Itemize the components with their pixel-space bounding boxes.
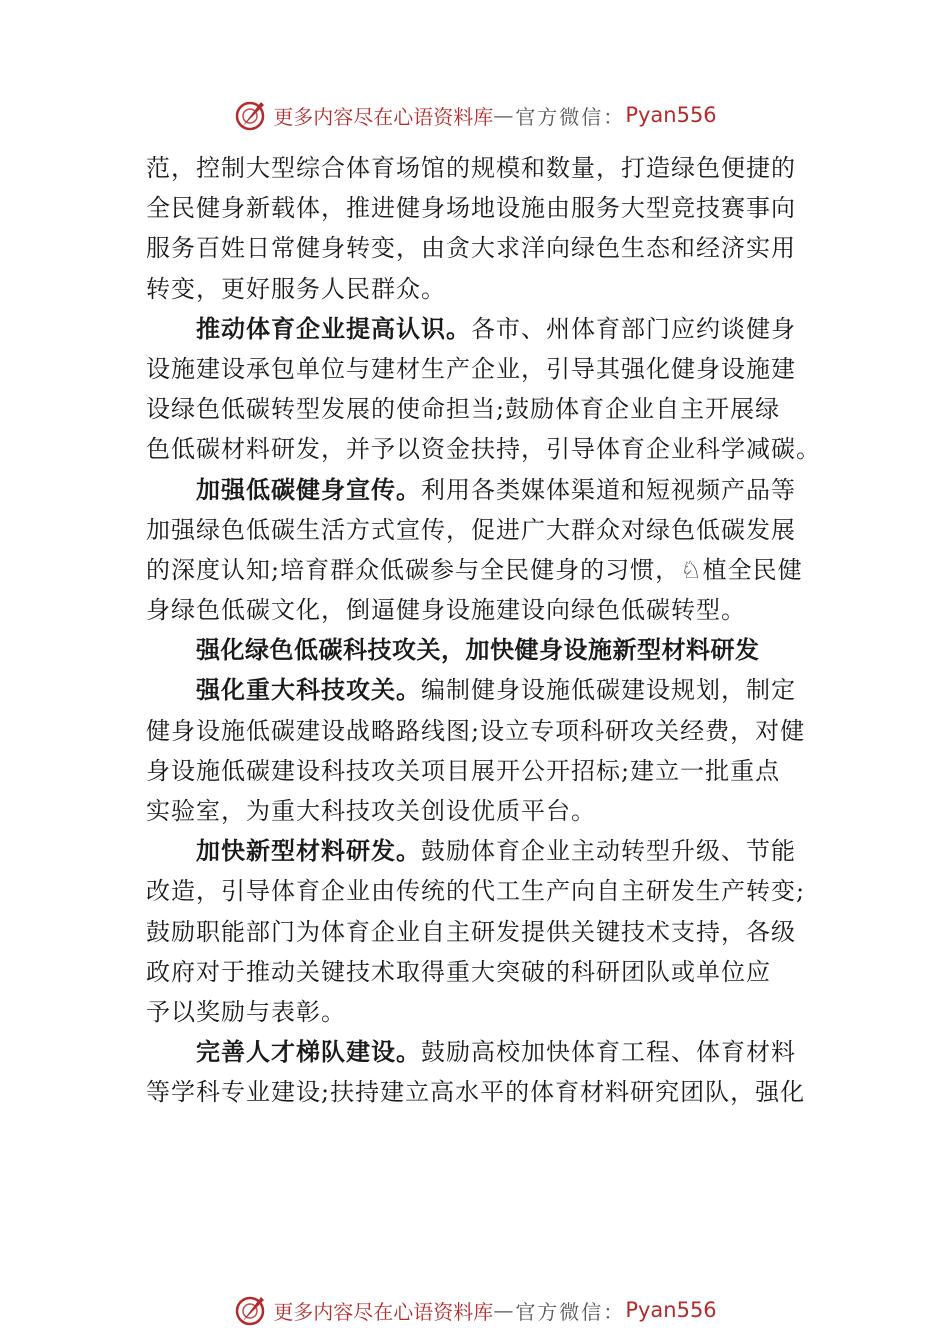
paragraph-text: 利用各类媒体渠道和短视频产品等 [421, 475, 796, 504]
document-body [146, 148, 826, 1113]
footer-watermark [0, 1290, 950, 1330]
watermark-main-text: 更多内容尽在心语资料库 [273, 1299, 494, 1324]
paragraph-text: 鼓励体育企业主动转型升级、节能 [421, 837, 796, 866]
paragraph-text: 范，控制大型综合体育场馆的规模和数量，打造绿色便捷的 [146, 154, 796, 182]
watermark-official-label: 官方微信： [515, 1299, 626, 1324]
paragraph-line [146, 711, 826, 751]
paragraph-line [146, 791, 826, 831]
paragraph-text: 实验室，为重大科技攻关创设优质平台。 [146, 797, 596, 825]
paragraph-lead-title: 强化重大科技攻关。 [196, 675, 421, 705]
paragraph-text: 编制健身设施低碳建设规划，制定 [421, 676, 796, 705]
paragraph-text: 予以奖励与表彰。 [146, 997, 346, 1026]
watermark-wechat-id: Pyan556 [625, 103, 717, 127]
paragraph-text: 等学科专业建设;扶持建立高水平的体育材料研究团队，强化 [146, 1078, 806, 1107]
paragraph-line [146, 389, 826, 429]
paragraph-line [146, 429, 826, 469]
paragraph-line [146, 952, 826, 992]
paragraph-text: 鼓励高校加快体育工程、体育材料 [421, 1038, 796, 1067]
paragraph-line [146, 1032, 826, 1072]
paragraph-lead-title: 完善人才梯队建设。 [196, 1037, 421, 1067]
paragraph-line [146, 148, 826, 188]
paragraph-line [146, 188, 826, 228]
paragraph-line [146, 349, 826, 389]
paragraph-line [146, 831, 826, 871]
paragraph-text: 改造，引导体育企业由传统的代工生产向自主研发生产转变; [146, 877, 806, 906]
quill-logo-icon [233, 1292, 269, 1328]
watermark-wechat-id: Pyan556 [625, 1298, 717, 1322]
section-heading: 强化绿色低碳科技攻关，加快健身设施新型材料研发 [196, 636, 760, 665]
quill-logo-icon [233, 97, 269, 133]
paragraph-text: 身设施低碳建设科技攻关项目展开公开招标;建立一批重点 [146, 756, 781, 785]
paragraph-line [146, 309, 826, 349]
paragraph-line [146, 871, 826, 911]
paragraph-line [146, 670, 826, 710]
paragraph-text: 鼓励职能部门为体育企业自主研发提供关键技术支持，各级 [146, 917, 796, 946]
paragraph-text: 全民健身新载体，推进健身场地设施由服务大型竞技赛事向 [146, 194, 796, 223]
paragraph-text: 加强绿色低碳生活方式宣传，促进广大群众对绿色低碳发展 [146, 515, 796, 544]
paragraph-lead-title: 推动体育企业提高认识。 [196, 313, 471, 343]
header-watermark [0, 95, 950, 135]
paragraph-line [146, 992, 826, 1032]
paragraph-line [146, 590, 826, 630]
paragraph-text: 色低碳材料研发，并予以资金扶持，引导体育企业科学减碳。 [146, 435, 821, 464]
paragraph-text: 服务百姓日常健身转变，由贪大求洋向绿色生态和经济实用 [146, 234, 796, 263]
watermark-separator: — [493, 1298, 516, 1322]
paragraph-line [146, 228, 826, 268]
paragraph-line [146, 510, 826, 550]
paragraph-text: 政府对于推动关键技术取得重大突破的科研团队或单位应 [146, 957, 771, 986]
paragraph-line [146, 751, 826, 791]
watermark-main-text: 更多内容尽在心语资料库 [273, 104, 494, 129]
paragraph-line [146, 550, 826, 590]
paragraph-line [146, 269, 826, 309]
paragraph-text: 设绿色低碳转型发展的使命担当;鼓励体育企业自主开展绿 [146, 395, 781, 424]
paragraph-text: 的深度认知;培育群众低碳参与全民健身的习惯，♘植全民健 [146, 555, 803, 584]
watermark-separator: — [493, 103, 516, 127]
paragraph-lead-title: 加强低碳健身宣传。 [196, 474, 421, 504]
paragraph-line [146, 470, 826, 510]
paragraph-text: 转变，更好服务人民群众。 [146, 274, 446, 303]
paragraph-line [146, 1072, 826, 1112]
paragraph-text: 健身设施低碳建设战略路线图;设立专项科研攻关经费，对健 [146, 716, 806, 745]
paragraph-line [146, 912, 826, 952]
paragraph-lead-title: 加快新型材料研发。 [196, 836, 421, 866]
paragraph-text: 设施建设承包单位与建材生产企业，引导其强化健身设施建 [146, 354, 796, 383]
watermark-official-label: 官方微信： [515, 104, 626, 129]
paragraph-text: 各市、州体育部门应约谈健身 [471, 314, 796, 343]
paragraph-text: 身绿色低碳文化，倒逼健身设施建设向绿色低碳转型。 [146, 596, 746, 625]
